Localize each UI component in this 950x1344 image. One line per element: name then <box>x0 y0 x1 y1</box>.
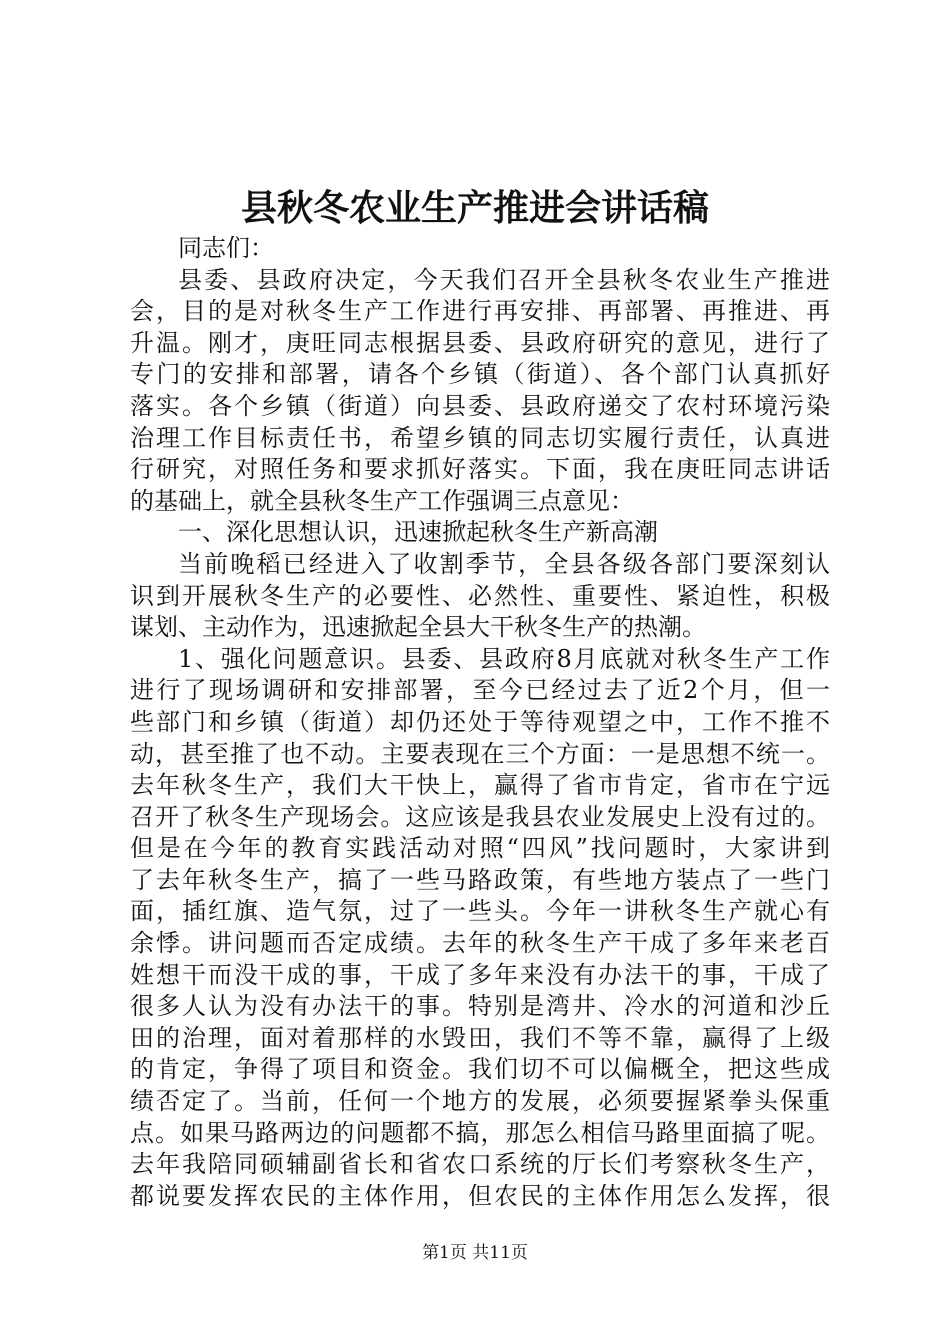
body-line: 治理工作目标责任书，希望乡镇的同志切实履行责任，认真进 <box>130 423 830 452</box>
body-line: 落实。各个乡镇（街道）向县委、县政府递交了农村环境污染 <box>130 391 830 420</box>
body-line: 升温。刚才，庚旺同志根据县委、县政府研究的意见，进行了 <box>130 328 830 357</box>
body-line: 田的治理，面对着那样的水毁田，我们不等不靠，赢得了上级 <box>130 1023 830 1052</box>
body-line: 很多人认为没有办法干的事。特别是湾井、冷水的河道和沙丘 <box>130 992 830 1021</box>
body-line: 的基础上，就全县秋冬生产工作强调三点意见： <box>130 486 634 515</box>
salutation-line: 同志们： <box>178 234 274 262</box>
body-line: 动，甚至推了也不动。主要表现在三个方面：一是思想不统一。 <box>130 739 830 768</box>
body-line: 谋划、主动作为，迅速掀起全县大干秋冬生产的热潮。 <box>130 613 706 642</box>
body-line: 县委、县政府决定，今天我们召开全县秋冬农业生产推进 <box>178 265 830 294</box>
body-line: 都说要发挥农民的主体作用，但农民的主体作用怎么发挥，很 <box>130 1181 830 1210</box>
body-line: 余悸。讲问题而否定成绩。去年的秋冬生产干成了多年来老百 <box>130 929 830 958</box>
body-line: 些部门和乡镇（街道）却仍还处于等待观望之中，工作不推不 <box>130 707 830 736</box>
body-line: 行研究，对照任务和要求抓好落实。下面，我在庚旺同志讲话 <box>130 455 830 484</box>
body-line: 面，插红旗、造气氛，过了一些头。今年一讲秋冬生产就心有 <box>130 897 830 926</box>
body-line: 姓想干而没干成的事，干成了多年来没有办法干的事，干成了 <box>130 960 830 989</box>
body-line: 识到开展秋冬生产的必要性、必然性、重要性、紧迫性，积极 <box>130 581 830 610</box>
body-line: 点。如果马路两边的问题都不搞，那怎么相信马路里面搞了呢。 <box>130 1118 830 1147</box>
body-line: 但是在今年的教育实践活动对照“四风”找问题时，大家讲到 <box>130 834 830 863</box>
document-title: 县秋冬农业生产推进会讲话稿 <box>240 187 709 229</box>
body-line: 了去年秋冬生产，搞了一些马路政策，有些地方装点了一些门 <box>130 865 830 894</box>
body-line: 专门的安排和部署，请各个乡镇（街道）、各个部门认真抓好 <box>130 360 830 389</box>
page-number-footer: 第1页 共11页 <box>422 1243 528 1263</box>
document-body <box>130 233 830 1212</box>
body-line: 会，目的是对秋冬生产工作进行再安排、再部署、再推进、再 <box>130 297 830 326</box>
body-line: 绩否定了。当前，任何一个地方的发展，必须要握紧拳头保重 <box>130 1087 830 1116</box>
section-heading: 一、深化思想认识，迅速掀起秋冬生产新高潮 <box>178 518 658 547</box>
body-line: 去年秋冬生产，我们大干快上，赢得了省市肯定，省市在宁远 <box>130 771 830 800</box>
body-line: 召开了秋冬生产现场会。这应该是我县农业发展史上没有过的。 <box>130 802 830 831</box>
body-line: 去年我陪同硕辅副省长和省农口系统的厅长们考察秋冬生产， <box>130 1150 830 1179</box>
body-line: 1、强化问题意识。县委、县政府8月底就对秋冬生产工作 <box>178 644 830 673</box>
body-line: 的肯定，争得了项目和资金。我们切不可以偏概全，把这些成 <box>130 1055 830 1084</box>
body-line: 当前晚稻已经进入了收割季节，全县各级各部门要深刻认 <box>178 549 830 578</box>
body-line: 进行了现场调研和安排部署，至今已经过去了近2个月，但一 <box>130 676 830 705</box>
